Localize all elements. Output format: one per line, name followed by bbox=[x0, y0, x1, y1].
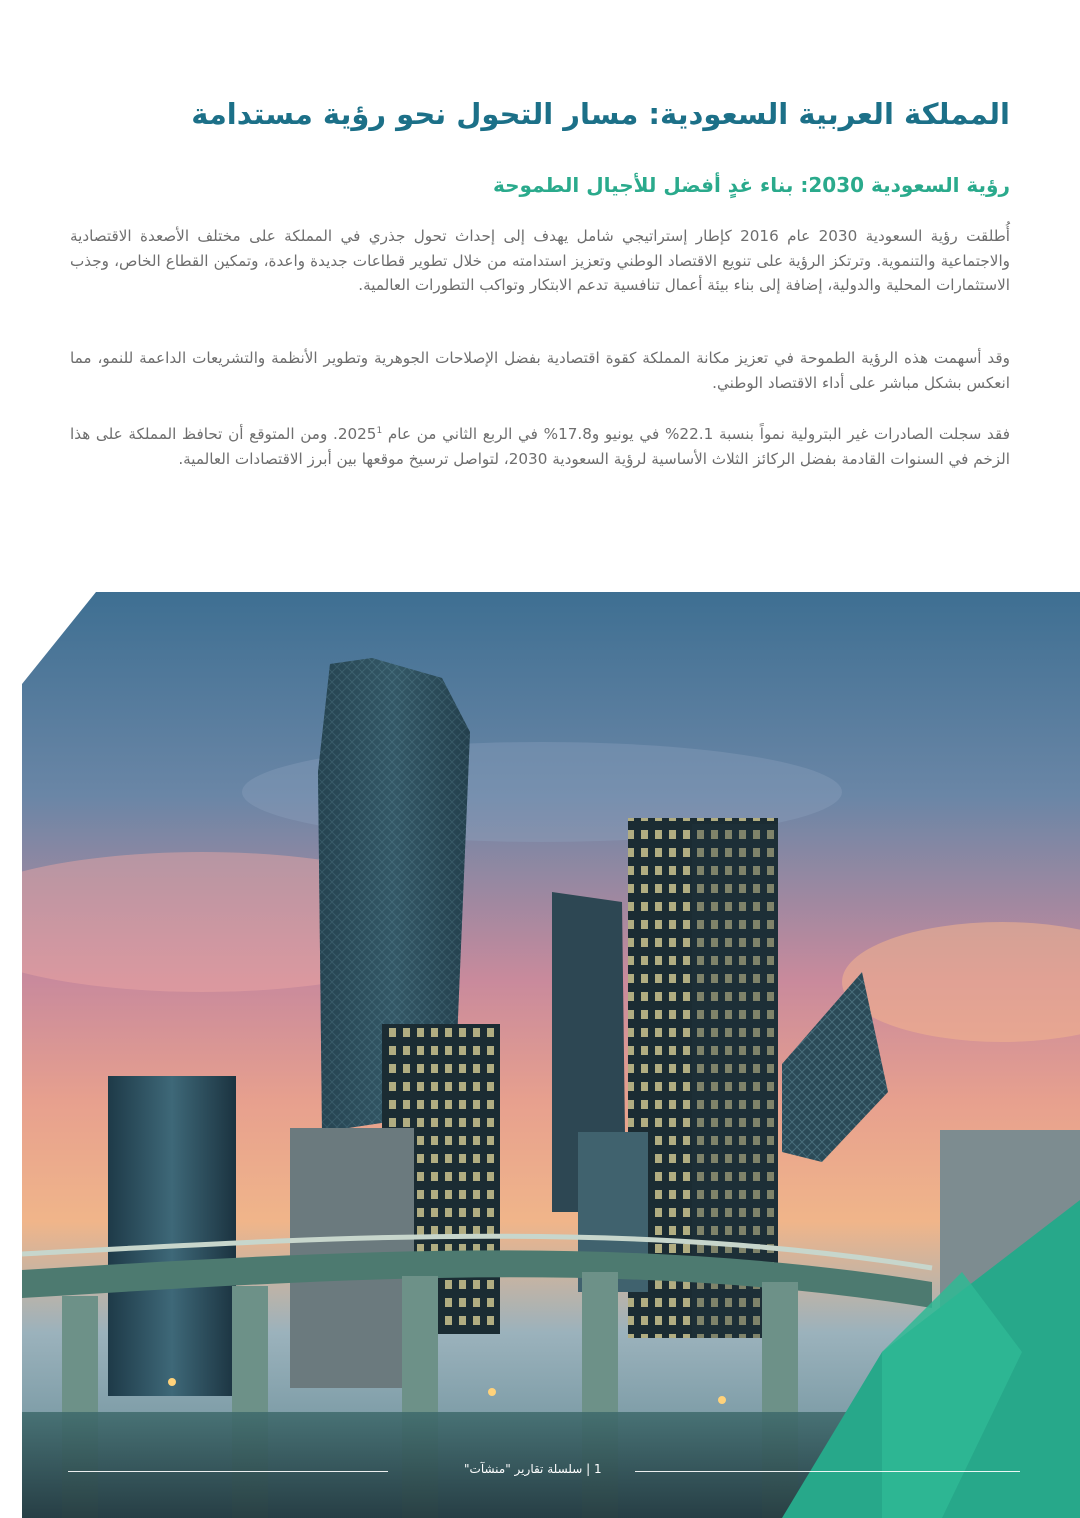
paragraph-3-text-b: . ومن المتوقع أن تحافظ المملكة على هذا الزخم في السنوات القادمة بفضل الركائز الثلاث الأساسية لرؤية السعودية 2030، لتواصل ترسيخ موقعها بين أبرز الاقتصادات العالمية. bbox=[70, 425, 1010, 468]
page-footer bbox=[60, 1460, 1020, 1484]
footer-label bbox=[464, 1462, 602, 1476]
footer-rule-right bbox=[635, 1471, 1020, 1472]
body-paragraph-2: وقد أسهمت هذه الرؤية الطموحة في تعزيز مكانة المملكة كقوة اقتصادية بفضل الإصلاحات الجوهرية وتطوير الأنظمة والتشريعات الداعمة للنمو، مما انعكس بشكل مباشر على أداء الاقتصاد الوطني. bbox=[70, 349, 1010, 392]
body-paragraph-3 bbox=[70, 419, 1010, 471]
footer-rule-left bbox=[68, 1471, 388, 1472]
section-subtitle: رؤية السعودية 2030: بناء غدٍ أفضل للأجيال الطموحة bbox=[492, 173, 1010, 197]
footnote-marker: 1 bbox=[376, 426, 383, 436]
series-label: سلسلة تقارير "منشآت" bbox=[464, 1462, 583, 1476]
page-title: المملكة العربية السعودية: مسار التحول نحو رؤية مستدامة bbox=[191, 97, 1010, 131]
footer-separator: | bbox=[582, 1462, 591, 1476]
city-skyline-photo bbox=[22, 592, 1080, 1518]
paragraph-3-text-a: فقد سجلت الصادرات غير البترولية نمواً بنسبة 22.1% في يونيو و17.8% في الربع الثاني من عام 2025 bbox=[337, 425, 1010, 444]
page-number: 1 bbox=[594, 1462, 602, 1476]
body-paragraph-1: أُطلقت رؤية السعودية 2030 عام 2016 كإطار إستراتيجي شامل يهدف إلى إحداث تحول جذري في المملكة على مختلف الأصعدة الاقتصادية والاجتماعية والتنموية. وترتكز الرؤية على تنويع الاقتصاد الوطني وتعزيز استدامته من خلال تطوير قطاعات جديدة واعدة، وتمكين القطاع الخاص، وجذب الاستثمارات المحلية والدولية، إضافة إلى بناء بيئة أعمال تنافسية تدعم الابتكار وتواكب التطورات العالمية. bbox=[70, 227, 1011, 294]
